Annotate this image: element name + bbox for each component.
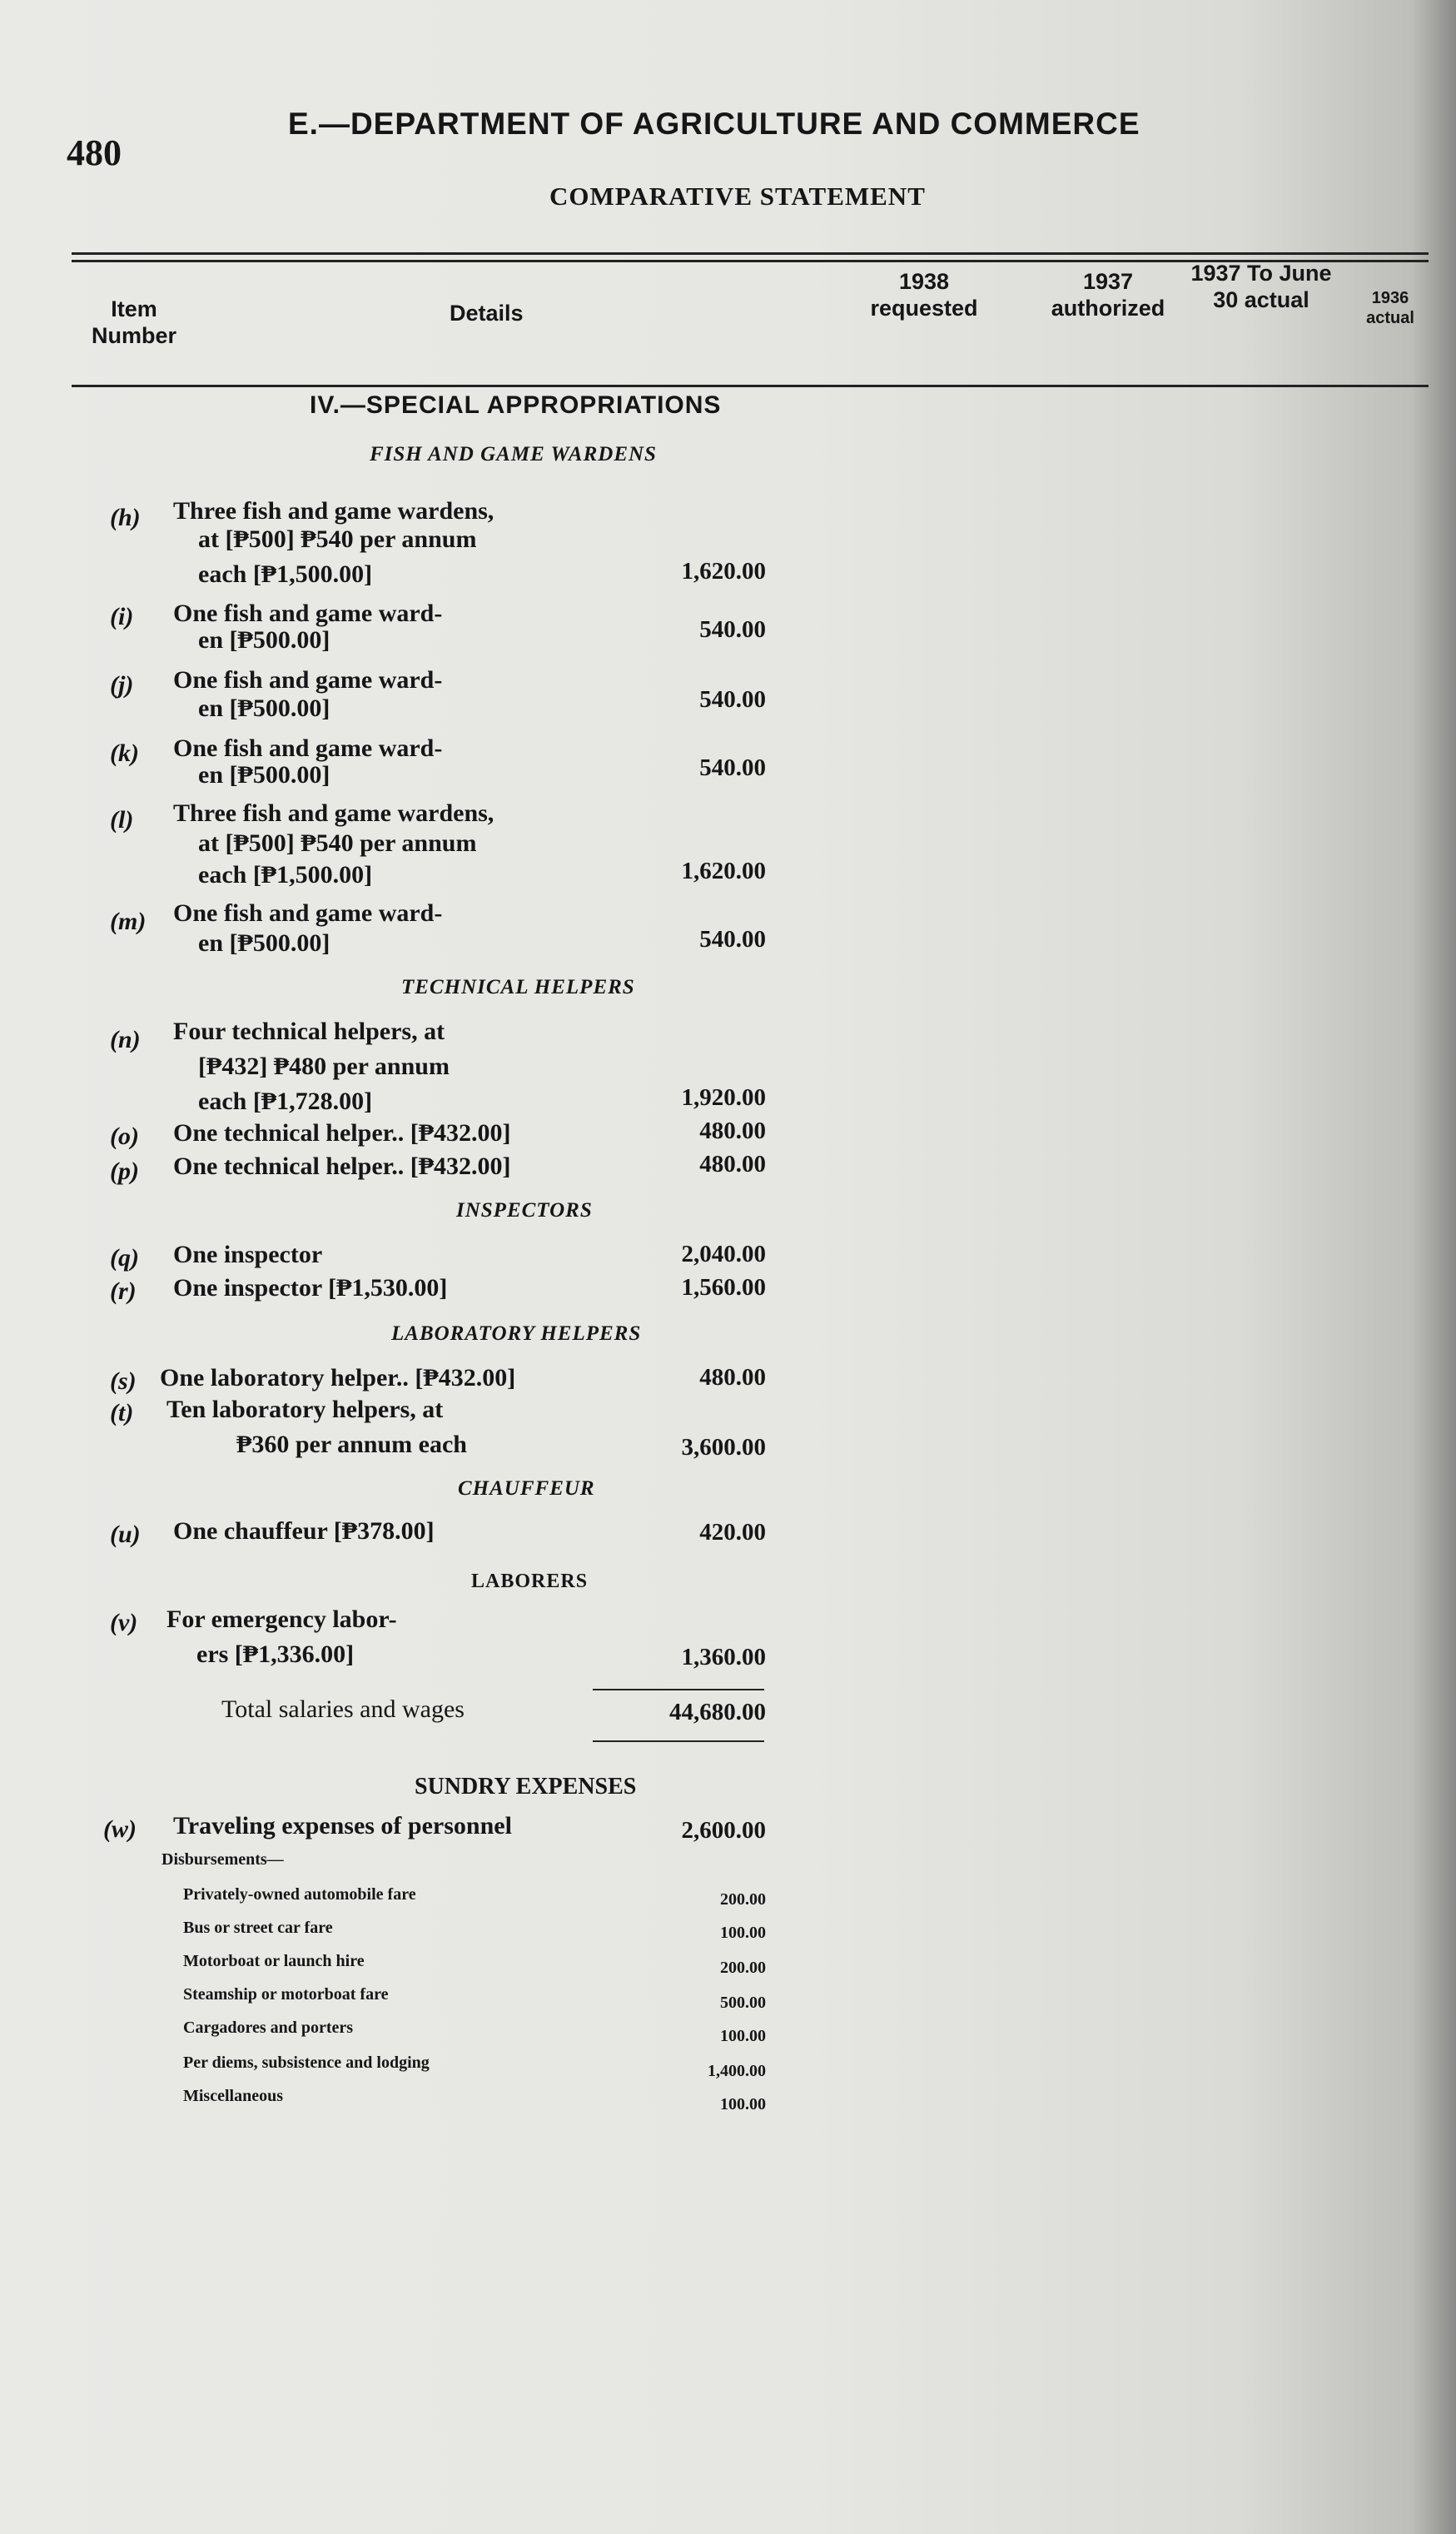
- item-amount: 540.00: [699, 754, 766, 781]
- item-text: ers [₱1,336.00]: [196, 1640, 355, 1668]
- group-laborers: LABORERS: [471, 1571, 589, 1592]
- page-number: 480: [67, 132, 122, 173]
- disbursement-amount: 200.00: [720, 1890, 766, 1909]
- item-letter: (s): [110, 1367, 137, 1395]
- item-text: One fish and game ward-: [173, 600, 443, 627]
- item-amount: 1,560.00: [681, 1274, 766, 1301]
- item-amount: 540.00: [699, 926, 766, 953]
- column-1937-actual: 1937 To June 30 actual: [1190, 261, 1332, 312]
- disbursement-amount: 200.00: [720, 1959, 766, 1977]
- item-text: One inspector: [173, 1241, 323, 1268]
- item-text: Ten laboratory helpers, at: [166, 1396, 444, 1423]
- disbursement-label: Steamship or motorboat fare: [183, 1985, 389, 2004]
- item-amount: 540.00: [699, 616, 766, 643]
- total-label: Total salaries and wages: [221, 1695, 465, 1723]
- group-inspectors: INSPECTORS: [456, 1199, 593, 1222]
- item-text: ₱360 per annum each: [236, 1431, 467, 1458]
- item-letter: (i): [110, 603, 134, 630]
- item-text: each [₱1,728.00]: [198, 1088, 373, 1115]
- item-amount: 480.00: [699, 1364, 766, 1391]
- item-amount: 540.00: [699, 686, 766, 713]
- item-letter: (q): [110, 1244, 139, 1272]
- item-amount: 1,620.00: [681, 558, 766, 585]
- item-letter: (n): [110, 1026, 141, 1053]
- group-fish-game-wardens: FISH AND GAME WARDENS: [370, 443, 657, 465]
- item-letter: (o): [110, 1123, 139, 1150]
- group-chauffeur: CHAUFFEUR: [458, 1477, 595, 1500]
- item-amount: 2,040.00: [681, 1241, 766, 1267]
- item-text: One technical helper.. [₱432.00]: [173, 1119, 511, 1147]
- disbursement-amount: 500.00: [720, 1994, 766, 2012]
- item-amount: 1,920.00: [681, 1084, 766, 1111]
- item-text: each [₱1,500.00]: [198, 560, 373, 588]
- total-rule-top: [593, 1689, 764, 1690]
- statement-title: COMPARATIVE STATEMENT: [549, 182, 926, 211]
- item-text: One fish and game ward-: [173, 666, 443, 694]
- item-text: One fish and game ward-: [173, 734, 443, 762]
- disbursement-amount: 100.00: [720, 1924, 766, 1942]
- disbursement-label: Bus or street car fare: [183, 1919, 333, 1937]
- item-text: [₱432] ₱480 per annum: [198, 1053, 450, 1080]
- item-letter: (k): [110, 739, 139, 767]
- item-amount: 480.00: [699, 1118, 766, 1144]
- group-laboratory-helpers: LABORATORY HELPERS: [391, 1322, 642, 1345]
- item-text: en [₱500.00]: [198, 929, 330, 957]
- item-letter: (h): [110, 504, 141, 531]
- item-amount: 1,620.00: [681, 858, 766, 884]
- item-text: Four technical helpers, at: [173, 1018, 445, 1045]
- disbursements-heading: Disbursements—: [162, 1850, 284, 1869]
- item-text: at [₱500] ₱540 per annum: [198, 829, 477, 857]
- item-letter: (t): [110, 1399, 134, 1426]
- item-letter: (j): [110, 671, 134, 699]
- item-letter: (v): [110, 1609, 138, 1636]
- item-amount: 1,360.00: [681, 1644, 766, 1670]
- item-text: each [₱1,500.00]: [198, 861, 373, 889]
- item-text: Three fish and game wardens,: [173, 799, 494, 827]
- item-text: en [₱500.00]: [198, 761, 330, 789]
- item-text: One chauffeur [₱378.00]: [173, 1517, 435, 1545]
- item-text: One laboratory helper.. [₱432.00]: [160, 1364, 516, 1391]
- column-1937-authorized: 1937 authorized: [1051, 269, 1165, 321]
- section-title: IV.—SPECIAL APPROPRIATIONS: [310, 391, 722, 419]
- disbursement-label: Motorboat or launch hire: [183, 1952, 365, 1970]
- item-text: Three fish and game wardens,: [173, 497, 494, 525]
- item-text: at [₱500] ₱540 per annum: [198, 525, 477, 553]
- column-item-number: Item Number: [91, 296, 176, 348]
- group-technical-helpers: TECHNICAL HELPERS: [401, 976, 635, 998]
- item-letter: (r): [110, 1277, 137, 1305]
- item-text: One inspector [₱1,530.00]: [173, 1274, 448, 1302]
- disbursement-label: Privately-owned automobile fare: [183, 1885, 416, 1904]
- total-rule-bottom: [593, 1740, 764, 1742]
- column-1938-requested: 1938 requested: [870, 269, 978, 321]
- disbursement-amount: 100.00: [720, 2027, 766, 2045]
- disbursement-label: Per diems, subsistence and lodging: [183, 2054, 430, 2072]
- header-rule-top: [72, 252, 1429, 255]
- disbursement-amount: 1,400.00: [708, 2062, 766, 2080]
- column-1936-actual: 1936 actual: [1366, 289, 1414, 327]
- item-letter: (m): [110, 908, 147, 935]
- item-letter: (u): [110, 1521, 141, 1548]
- item-text: Traveling expenses of personnel: [173, 1812, 512, 1840]
- item-text: For emergency labor-: [166, 1606, 397, 1633]
- disbursement-label: Miscellaneous: [183, 2087, 283, 2105]
- item-text: One fish and game ward-: [173, 899, 443, 927]
- item-amount: 480.00: [699, 1151, 766, 1177]
- group-sundry-expenses: SUNDRY EXPENSES: [415, 1774, 637, 1800]
- department-title: E.—DEPARTMENT OF AGRICULTURE AND COMMERCE: [288, 107, 1140, 141]
- item-letter: (w): [103, 1815, 137, 1843]
- column-details: Details: [450, 301, 524, 326]
- item-amount: 3,600.00: [681, 1434, 766, 1461]
- disbursement-amount: 100.00: [720, 2095, 766, 2113]
- item-amount: 2,600.00: [681, 1817, 766, 1844]
- item-text: One technical helper.. [₱432.00]: [173, 1152, 511, 1180]
- header-rule-bottom: [72, 385, 1429, 387]
- item-amount: 420.00: [699, 1519, 766, 1546]
- disbursement-label: Cargadores and porters: [183, 2019, 354, 2037]
- item-letter: (l): [110, 806, 134, 834]
- item-letter: (p): [110, 1157, 139, 1185]
- total-amount: 44,680.00: [669, 1699, 766, 1725]
- item-text: en [₱500.00]: [198, 694, 330, 722]
- item-text: en [₱500.00]: [198, 626, 330, 654]
